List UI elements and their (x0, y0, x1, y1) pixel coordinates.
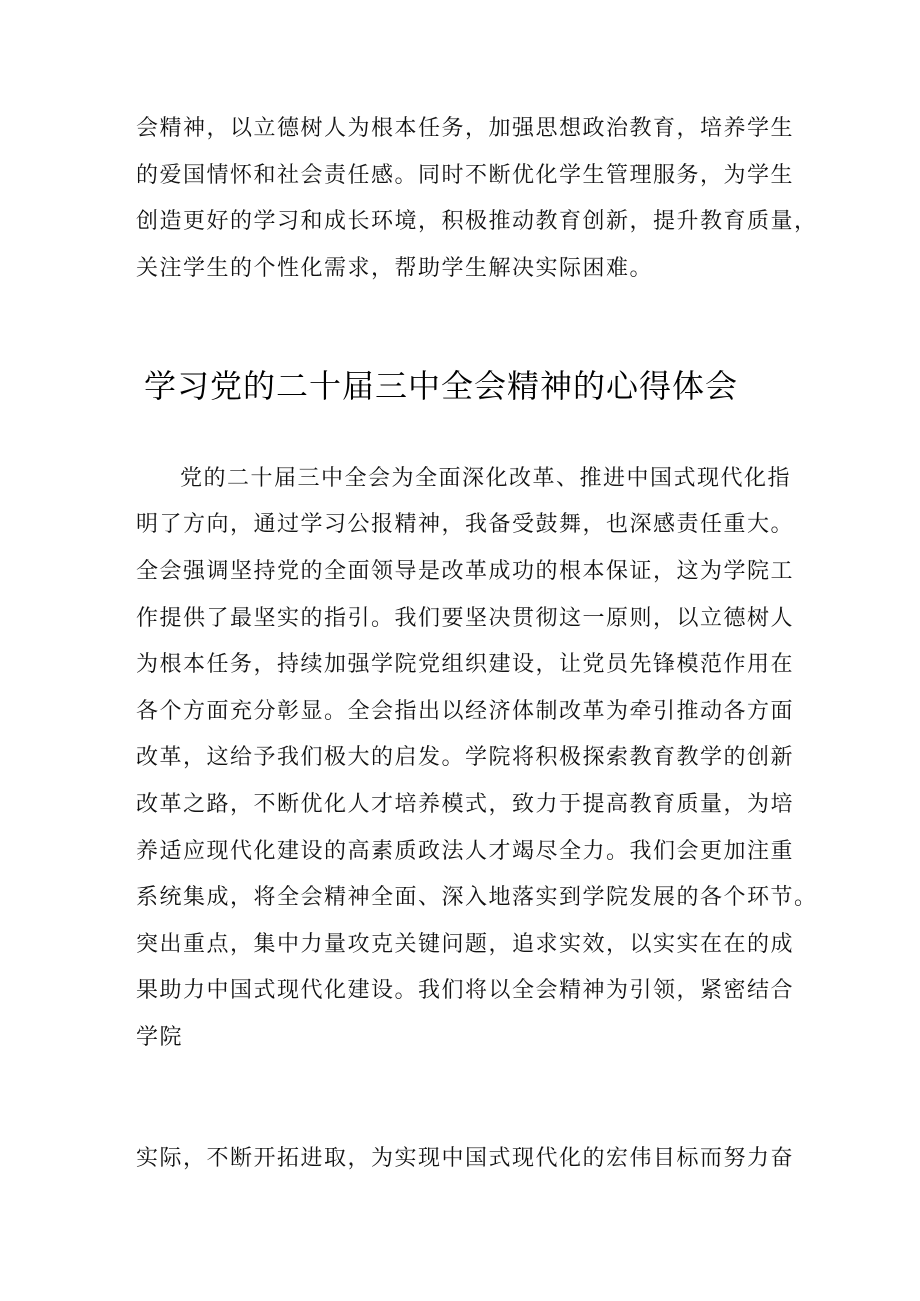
text-line: 作提供了最坚实的指引。我们要坚决贯彻这一原则，以立德树人 (136, 606, 795, 631)
text-line: 创造更好的学习和成长环境，积极推动教育创新，提升教育质量， (136, 209, 818, 234)
text-line: 突出重点，集中力量攻克关键问题，追求实效，以实实在在的成 (136, 932, 795, 957)
text-line: 改革，这给予我们极大的启发。学院将积极探索教育教学的创新 (136, 745, 795, 770)
text-line: 各个方面充分彰显。全会指出以经济体制改革为牵引推动各方面 (136, 699, 795, 724)
text-line: 党的二十届三中全会为全面深化改革、推进中国式现代化指 (180, 466, 792, 491)
text-line: 明了方向，通过学习公报精神，我备受鼓舞，也深感责任重大。 (136, 512, 795, 537)
text-line: 全会强调坚持党的全面领导是改革成功的根本保证，这为学院工 (136, 559, 795, 584)
text-line: 学院 (136, 1025, 184, 1050)
text-line: 果助力中国式现代化建设。我们将以全会精神为引领，紧密结合 (136, 978, 795, 1003)
text-line: 的爱国情怀和社会责任感。同时不断优化学生管理服务，为学生 (136, 163, 795, 188)
text-line: 系统集成，将全会精神全面、深入地落实到学院发展的各个环节。 (136, 885, 818, 910)
text-line: 实际，不断开拓进取，为实现中国式现代化的宏伟目标而努力奋 (136, 1146, 795, 1171)
page-title: 学习党的二十届三中全会精神的心得体会 (144, 367, 739, 405)
text-line: 改革之路，不断优化人才培养模式，致力于提高教育质量，为培 (136, 792, 795, 817)
text-line: 为根本任务，持续加强学院党组织建设，让党员先锋模范作用在 (136, 652, 795, 677)
text-line: 关注学生的个性化需求，帮助学生解决实际困难。 (136, 256, 654, 281)
text-line: 会精神，以立德树人为根本任务，加强思想政治教育，培养学生 (136, 116, 795, 141)
text-line: 养适应现代化建设的高素质政法人才竭尽全力。我们会更加注重 (136, 839, 795, 864)
